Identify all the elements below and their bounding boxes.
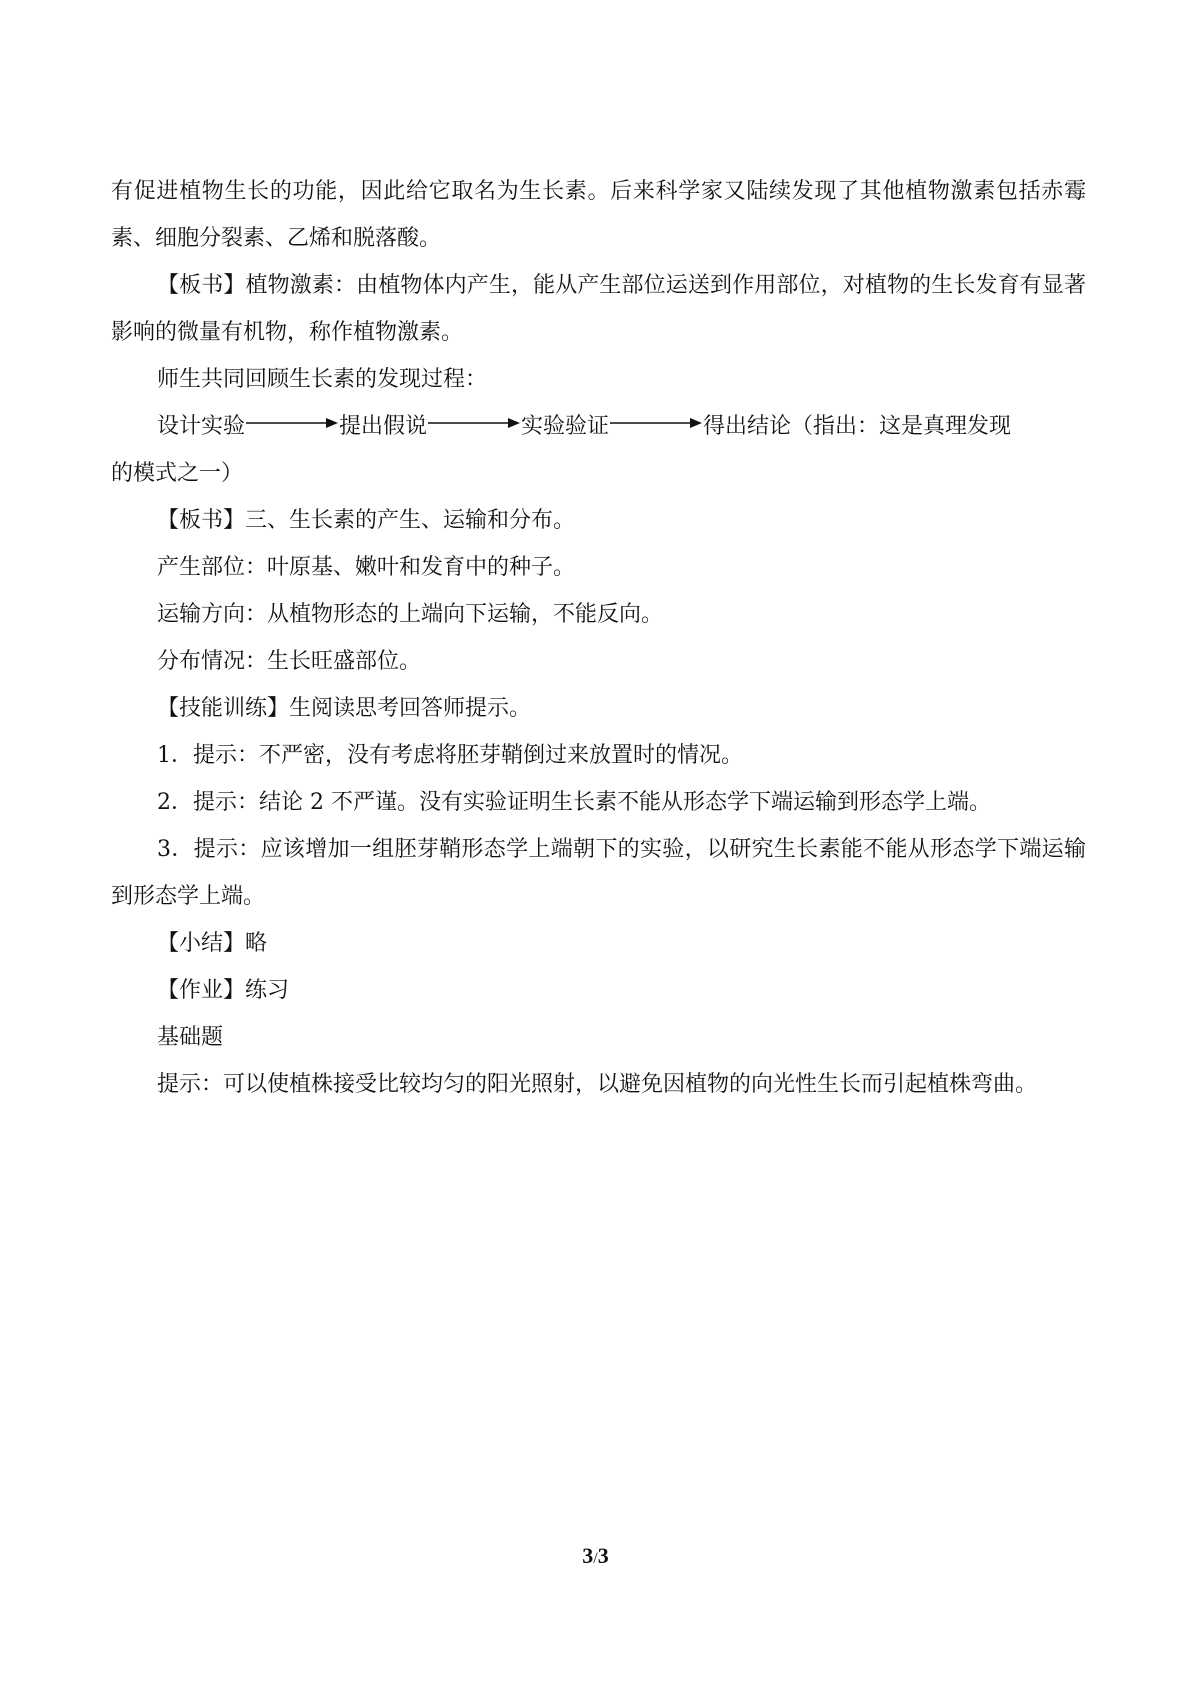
paragraph: 【作业】练习 bbox=[157, 978, 290, 1003]
flow-step: 得出结论（指出：这是真理发现 bbox=[703, 414, 1012, 439]
paragraph: 2．提示：结论 2 不严谨。没有实验证明生长素不能从形态学下端运输到形态学上端。 bbox=[157, 790, 991, 815]
flow-continuation: 的模式之一） bbox=[111, 461, 244, 486]
paragraph: 提示：可以使植株接受比较均匀的阳光照射，以避免因植物的向光性生长而引起植株弯曲。 bbox=[157, 1072, 1038, 1097]
arrow-right-icon bbox=[246, 416, 338, 430]
page-current: 3 bbox=[582, 1543, 594, 1568]
paragraph: 分布情况：生长旺盛部位。 bbox=[157, 649, 422, 674]
document-body bbox=[111, 168, 1086, 1108]
page-number bbox=[0, 1543, 1191, 1569]
paragraph: 【板书】植物激素：由植物体内产生，能从产生部位运送到作用部位，对植物的生长发育有显著影响的微量有机物，称作植物激素。 bbox=[111, 273, 1086, 345]
page-separator: / bbox=[593, 1550, 598, 1567]
arrow-right-icon bbox=[610, 416, 702, 430]
paragraph: 【技能训练】生阅读思考回答师提示。 bbox=[157, 696, 532, 721]
paragraph: 1．提示：不严密，没有考虑将胚芽鞘倒过来放置时的情况。 bbox=[157, 743, 743, 768]
flow-step: 实验验证 bbox=[521, 414, 610, 439]
paragraph: 【板书】三、生长素的产生、运输和分布。 bbox=[157, 508, 576, 533]
paragraph: 师生共同回顾生长素的发现过程： bbox=[157, 367, 488, 392]
paragraph: 产生部位：叶原基、嫩叶和发育中的种子。 bbox=[157, 555, 576, 580]
page-total: 3 bbox=[597, 1543, 609, 1568]
flow-step: 设计实验 bbox=[157, 414, 246, 439]
discovery-process-flow bbox=[111, 403, 1086, 450]
flow-step: 提出假说 bbox=[339, 414, 428, 439]
paragraph: 有促进植物生长的功能，因此给它取名为生长素。后来科学家又陆续发现了其他植物激素包括赤霉素、细胞分裂素、乙烯和脱落酸。 bbox=[111, 179, 1086, 251]
paragraph: 3．提示：应该增加一组胚芽鞘形态学上端朝下的实验，以研究生长素能不能从形态学下端运输到形态学上端。 bbox=[111, 837, 1086, 909]
arrow-right-icon bbox=[428, 416, 520, 430]
paragraph: 运输方向：从植物形态的上端向下运输，不能反向。 bbox=[157, 602, 664, 627]
paragraph: 【小结】略 bbox=[157, 931, 268, 956]
paragraph: 基础题 bbox=[157, 1025, 224, 1050]
